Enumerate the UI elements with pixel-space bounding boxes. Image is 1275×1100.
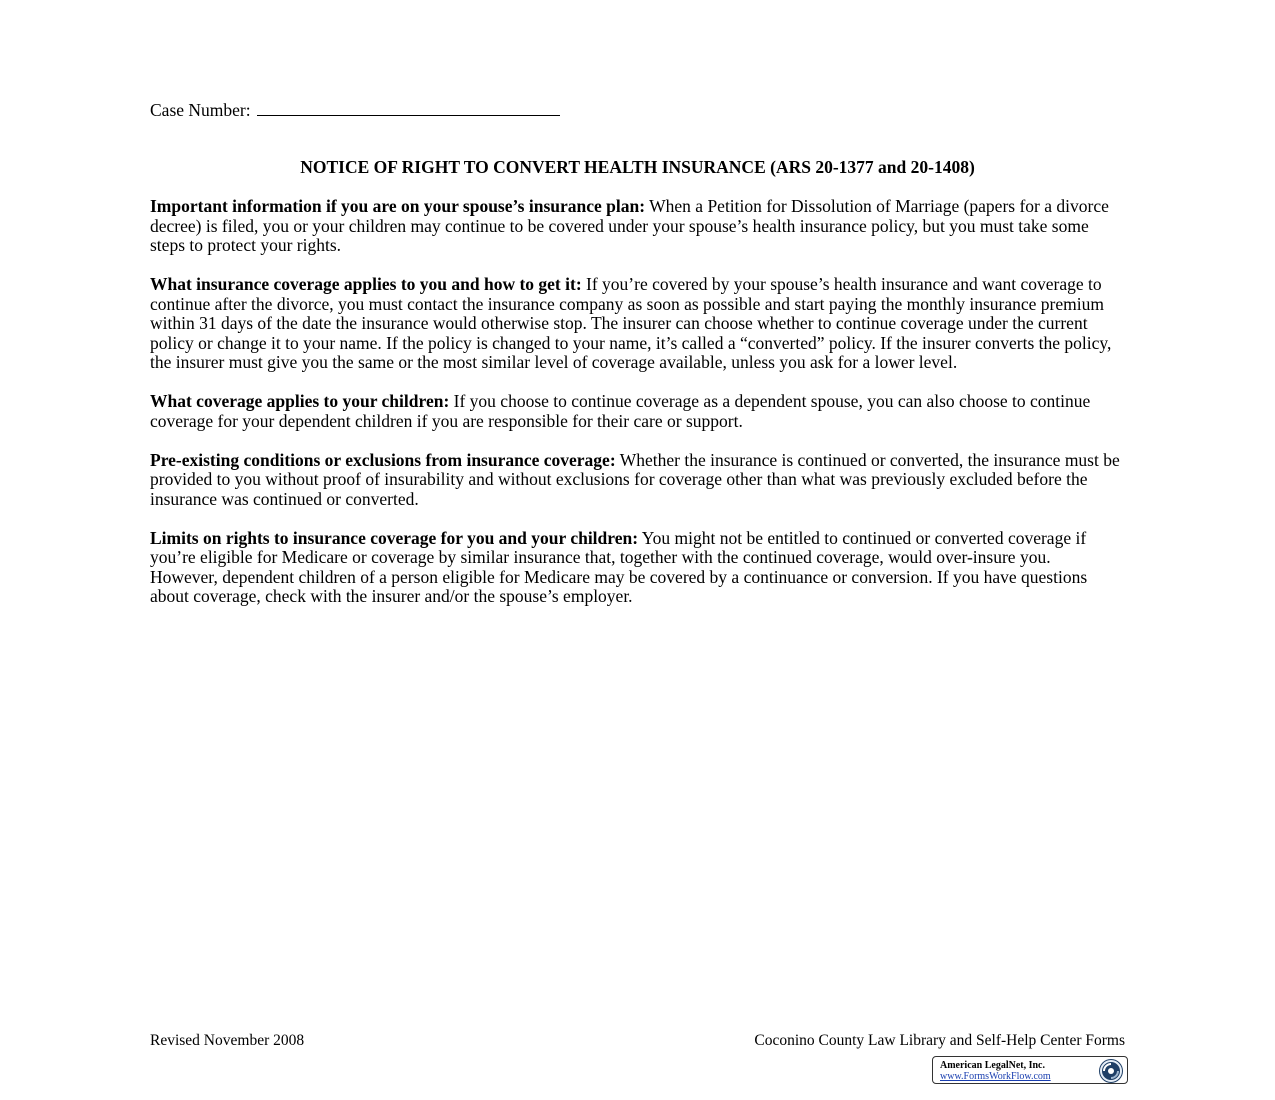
- section-text: Whether the insurance is continued or converted, the insurance must be provided to you without proof of insurability and without exclusions for coverage other than what was previously excluded before the insurance was continued or converted.: [150, 449, 1120, 509]
- case-number-label: Case Number:: [150, 100, 251, 120]
- section-spouse-plan: [150, 197, 1122, 256]
- section-heading: Limits on rights to insurance coverage for you and your children:: [150, 527, 639, 548]
- case-number-line: [150, 99, 560, 121]
- section-text: When a Petition for Dissolution of Marriage (papers for a divorce decree) is filed, you or your children may continue to be covered under your spouse’s health insurance policy, but you must take some steps to protect your rights.: [150, 196, 1109, 255]
- section-coverage-for-you: [150, 275, 1122, 373]
- badge-site-link[interactable]: www.FormsWorkFlow.com: [940, 1071, 1051, 1082]
- document-body: [150, 197, 1122, 626]
- legalnet-badge[interactable]: [932, 1056, 1128, 1084]
- publisher-name: Coconino County Law Library and Self-Help Center Forms: [754, 1032, 1125, 1049]
- revised-date: Revised November 2008: [150, 1032, 305, 1049]
- case-number-field[interactable]: [257, 99, 560, 116]
- badge-company: American LegalNet, Inc.: [940, 1060, 1045, 1071]
- document-title: NOTICE OF RIGHT TO CONVERT HEALTH INSURANCE (ARS 20-1377 and 20-1408): [300, 157, 975, 177]
- section-limits: [150, 529, 1122, 607]
- section-text: If you choose to continue coverage as a dependent spouse, you can also choose to continue coverage for your dependent children if you are responsible for their care or support.: [150, 391, 1091, 431]
- section-heading: What insurance coverage applies to you and how to get it:: [150, 274, 582, 294]
- section-heading: Pre-existing conditions or exclusions from insurance coverage:: [150, 449, 616, 470]
- section-children-coverage: [150, 392, 1122, 431]
- section-text: You might not be entitled to continued or converted coverage if you’re eligible for Medicare or coverage by similar insurance that, together with the continued coverage, would over-insure you. However, dependent children of a person eligible for Medicare may be covered by a continuance or conversion. If you have questions about coverage, check with the insurer and/or the spouse’s employer.: [150, 527, 1088, 606]
- section-heading: Important information if you are on your spouse’s insurance plan:: [150, 196, 646, 216]
- section-text: If you’re covered by your spouse’s health insurance and want coverage to continue after the divorce, you must contact the insurance company as soon as possible and start paying the monthly insurance premium within 31 days of the date the insurance would otherwise stop. The insurer can choose whether to continue coverage under the current policy or change it to your name. If the policy is changed to your name, it’s called a “converted” policy. If the insurer converts the policy, the insurer must give you the same or the most similar level of coverage available, unless you ask for a lower level.: [150, 274, 1112, 372]
- section-pre-existing: [150, 451, 1122, 510]
- section-heading: What coverage applies to your children:: [150, 391, 450, 411]
- globe-icon: [1098, 1058, 1124, 1084]
